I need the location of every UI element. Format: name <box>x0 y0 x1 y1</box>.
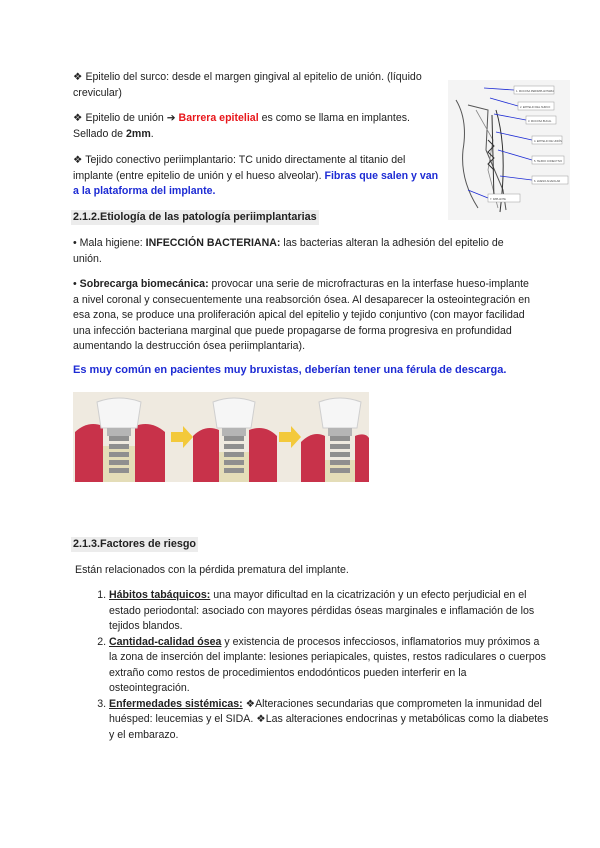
fibras-text: Fibras que salen y van a la plataforma del implante. <box>73 169 439 197</box>
mala-higiene-text: las bacterias alteran la adhesión del epitelio de unión. <box>73 237 504 265</box>
mala-higiene-paragraph <box>73 236 533 267</box>
risk-item-3-text: ❖Alteraciones secundarias que comprometen la inmunidad del huésped: leucemias y el SIDA. ❖Las alteraciones endocrinas y metabólicas como la diabetes y el embarazo. <box>109 697 549 741</box>
epitelio-union-paragraph <box>73 111 443 142</box>
epitelio-union-prefix: ❖ Epitelio de unión ➔ <box>73 112 179 124</box>
risk-item-3-title: Enfermedades sistémicas: <box>109 697 243 710</box>
bruxistas-note: Es muy común en pacientes muy bruxistas, deberían tener una férula de descarga. <box>73 364 507 376</box>
sobrecarga-text: provocar una serie de microfracturas en la interfase hueso-implante a nivel coronal y consecuentemente una reabsorción ósea. Al desaparecer la osteointegración en esa zona, se produce una proliferación apical del epitelio y tejido conjuntivo (con mayor facilidad una infección bacteriana marginal que puede propagarse de forma progresiva en profundidad aumentando la destrucción ósea periimplantaria). <box>73 278 530 352</box>
barrera-epitelial-text: Barrera epitelial <box>178 112 259 124</box>
diagram-label-7: 7. IMPLANTE <box>490 198 506 201</box>
infeccion-bacteriana-text: INFECCIÓN BACTERIANA: <box>145 237 281 249</box>
mala-higiene-prefix: • Mala higiene: <box>73 237 146 249</box>
factores-riesgo-heading: 2.1.3.Factores de riesgo <box>73 538 197 550</box>
tejido-conectivo-text: ❖ Tejido conectivo periimplantario: TC unido directamente al titanio del implante (entre epitelio de unión y el hueso alveolar). <box>73 154 406 182</box>
epitelio-union-end: . <box>150 127 154 140</box>
risk-item-2-text: y existencia de procesos infecciosos, inflamatorios muy próximos a la zona de inserción del implante: lesiones periapicales, quistes, restos radiculares o cuerpos extraño como restos de procedimientos endodónticos pueden interferir en la osteointegración. <box>109 635 546 694</box>
etiologia-heading: 2.1.2.Etiología de las patología periimplantarias <box>73 211 317 223</box>
diagram-label-1: 1. MUCOSA PERIIMPLANTARIA <box>516 90 555 93</box>
implant-bone-loss-image <box>73 392 369 482</box>
sobrecarga-paragraph: • Sobrecarga biomecánica: provocar una serie de microfracturas en la interfase hueso-implante a nivel coronal y consecuentemente una reabsorción ósea. Al desaparecer la osteointegración en esa zona, se produce una proliferación apical del epitelio y tejido conjuntivo (con mayor facilidad una infección bacteriana marginal que puede propagarse de forma progresiva en profundidad aumentando la destrucción ósea periimplantaria). <box>73 278 530 352</box>
diagram-label-2: 2. EPITELIO DEL SURCO <box>520 106 551 109</box>
list-item <box>109 697 549 744</box>
tejido-conectivo-paragraph <box>73 153 443 200</box>
risk-item-1-text: una mayor dificultad en la cicatrización y un efecto perjudicial en el estado periodontal: asociado con mayores pérdidas óseas marginales e inflamación de los tejidos blandos. <box>109 589 535 632</box>
periimplant-tissue-diagram <box>448 80 570 220</box>
diagram-label-5: 5. TEJIDO CONECTIVO <box>534 160 563 163</box>
risk-factors-list <box>87 588 549 743</box>
diagram-label-4: 4. EPITELIO DE UNIÓN <box>534 140 562 143</box>
sobrecarga-bold: Sobrecarga biomecánica: <box>79 278 209 290</box>
risk-item-2-title: Cantidad-calidad ósea <box>109 635 222 648</box>
risk-item-1-title: Hábitos tabáquicos: <box>109 589 211 601</box>
list-item <box>109 588 549 635</box>
diagram-label-3: 3. MUCOSA BUCAL <box>528 120 552 123</box>
epitelio-union-mid: es como se llama en implantes. Sellado de <box>73 112 410 140</box>
implant-illustration <box>73 392 369 482</box>
list-item <box>109 635 549 697</box>
diagram-illustration <box>448 80 570 220</box>
sellado-2mm-text: 2mm <box>126 127 151 140</box>
factores-riesgo-intro: Están relacionados con la pérdida prematura del implante. <box>75 564 349 576</box>
diagram-label-6: 6. HUESO ALVEOLAR <box>534 180 561 183</box>
epitelio-surco-text: ❖ Epitelio del surco: desde el margen gingival al epitelio de unión. (líquido crevicular) <box>73 71 422 99</box>
epitelio-surco-paragraph <box>73 70 443 101</box>
